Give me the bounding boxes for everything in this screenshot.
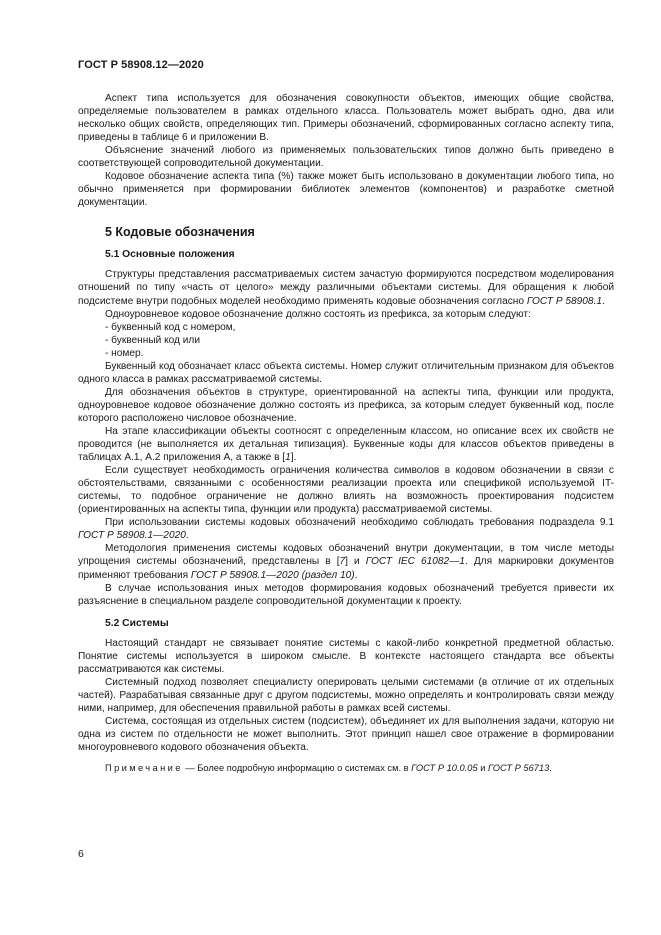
ref-bibliography-1: 1 [285, 452, 291, 464]
ref-bibliography-7: 7 [339, 556, 346, 568]
note-label: Примечание [105, 763, 183, 774]
s51-paragraph-6: Если существует необходимость ограничения количества символов в кодовом обозначении в связи с обстоятельствами, связанными с особенностями реализации проекта или спецификой используемой IT-системы, то подобное ограничение не должно влиять на возможность проектирования подсистем (ориентированных на аспекты типа, функции или продукта) рассматриваемой системы. [78, 465, 614, 516]
section-5-heading: 5 Кодовые обозначения [105, 225, 255, 240]
ref-gost-iec-61082: ГОСТ IEC 61082—1 [365, 556, 465, 568]
s51-paragraph-4: Для обозначения объектов в структуре, ориентированной на аспекты типа, функции или продукта, одноуровневое кодовое обозначение должно состоять из префикса, за которым следует буквенный код, после которого расположено числовое обозначение. [78, 386, 614, 424]
intro-paragraph-3: Кодовое обозначение аспекта типа (%) также может быть использовано в документации любого типа, но обычно применяется при формировании библиотек элементов (компонентов) и разработке сметной документации. [78, 171, 614, 209]
ref-gost-58908-1: ГОСТ Р 58908.1 [526, 295, 602, 307]
page-content [78, 92, 614, 775]
ref-gost-56713: ГОСТ Р 56713 [487, 763, 550, 774]
note: Примечание — Более подробную информацию о системах см. в ГОСТ Р 10.0.05 и ГОСТ Р 56713. [105, 763, 552, 774]
ref-gost-58908-1-2020: ГОСТ Р 58908.1—2020 [78, 530, 186, 542]
s51-paragraph-1: Структуры представления рассматриваемых систем зачастую формируются посредством моделирования отношений по типу «часть от целого» между различными объектами системы. Для обращения к любой подсистеме внутри подобных моделей необходимо применять кодовые обозначения согласно ГОСТ Р 58908.1. [78, 269, 614, 307]
s51-paragraph-7: При использовании системы кодовых обозначений необходимо соблюдать требования подраздела 9.1 ГОСТ Р 58908.1—2020. [78, 517, 614, 542]
s51-paragraph-3: Буквенный код обозначает класс объекта системы. Номер служит отличительным признаком для объектов одного класса в рамках рассматриваемой системы. [78, 360, 614, 385]
ref-gost-58908-1-section-10: ГОСТ Р 58908.1—2020 (раздел 10) [190, 569, 355, 581]
subsection-5-1-heading: 5.1 Основные положения [105, 249, 235, 261]
s51-paragraph-9: В случае использования иных методов формирования кодовых обозначений требуется привести их разъяснение в специальном разделе сопроводительной документации к проекту. [78, 582, 614, 607]
subsection-5-2-heading: 5.2 Системы [105, 617, 169, 629]
page-number: 6 [78, 848, 84, 860]
list-item: - буквенный код или [105, 334, 200, 346]
s51-paragraph-5: На этапе классификации объекты соотносят с определенным классом, но описание всех их свойств не проводится (не выполняется их детальная типизация). Буквенные коды для классов объектов приведены в таблицах А.1, А.2 приложения А, а также в [1]. [78, 425, 614, 464]
running-header: ГОСТ Р 58908.12—2020 [78, 59, 204, 71]
s52-paragraph-3: Система, состоящая из отдельных систем (подсистем), объединяет их для выполнения задачи, которую ни одна из систем по отдельности не может выполнить. Этот принцип нашел свое отражение в формировании многоуровневого кодового обозначения объекта. [78, 715, 614, 754]
list-item: - номер. [105, 347, 144, 359]
s51-paragraph-8: Методология применения системы кодовых обозначений внутри документации, в том числе методы упрощения системы обозначений, представлены в [7] и ГОСТ IEC 61082—1. Для маркировки документов применяют требования ГОСТ Р 58908.1—2020 (раздел 10). [78, 543, 614, 581]
intro-paragraph-2: Объяснение значений любого из применяемых пользовательских типов должно быть приведено в соответствующей сопроводительной документации. [78, 145, 614, 170]
ref-gost-10-0-05: ГОСТ Р 10.0.05 [411, 763, 478, 774]
s52-paragraph-1: Настоящий стандарт не связывает понятие системы с какой-либо конкретной предметной областью. Понятие системы используется в широком смысле. В контексте настоящего стандарта все объекты рассматриваются как системы. [78, 637, 614, 675]
s52-paragraph-2: Системный подход позволяет специалисту оперировать целыми системами (в отличие от их отдельных частей). Разрабатывая связанные друг с другом подсистемы, можно определять и контролировать связи между ними, например, для обеспечения правильной работы в рамках всей системы. [78, 676, 614, 714]
intro-paragraph-1: Аспект типа используется для обозначения совокупности объектов, имеющих общие свойства, определяемые пользователем в рамках отдельного класса. Пользователь может выбрать одно, два или несколько общих свойств, определяющих тип. Примеры обозначений, сформированных согласно аспекту типа, приведены в таблице 6 и приложении В. [78, 93, 614, 144]
list-item: - буквенный код с номером, [105, 321, 236, 333]
s51-paragraph-2: Одноуровневое кодовое обозначение должно состоять из префикса, за которым следуют: [105, 308, 531, 320]
